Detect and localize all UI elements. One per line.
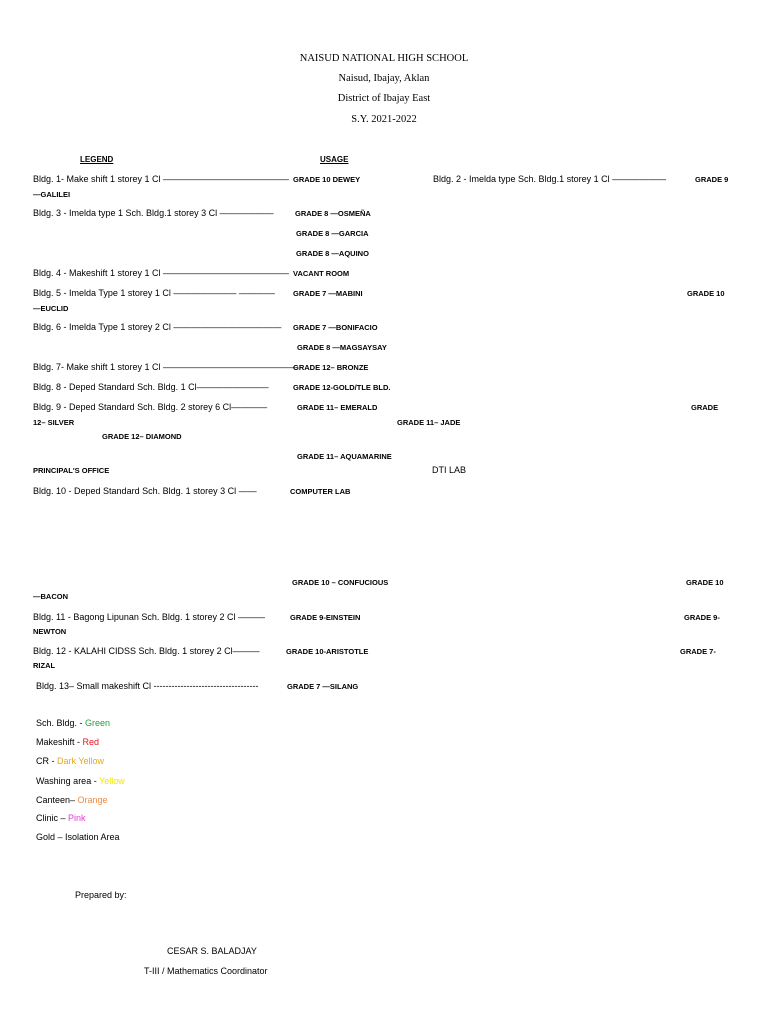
legend-label: CR -: [36, 756, 57, 766]
bldg-12-usage-right: GRADE 7-: [680, 647, 716, 656]
bldg-11-usage-cont: NEWTON: [33, 627, 67, 636]
bldg-5: Bldg. 5 - Imelda Type 1 storey 1 Cl ——————— ————: [33, 288, 275, 298]
bldg-11: Bldg. 11 - Bagong Lipunan Sch. Bldg. 1 storey 2 Cl ———: [33, 612, 265, 622]
preparer-title: T-III / Mathematics Coordinator: [144, 966, 268, 976]
bldg-5-usage-right: GRADE 10: [687, 289, 725, 298]
bldg-13: Bldg. 13– Small makeshift Cl -----------------------------------: [36, 681, 259, 691]
bldg-5-usage: GRADE 7 —MABINI: [293, 289, 363, 298]
bldg-9: Bldg. 9 - Deped Standard Sch. Bldg. 2 storey 6 Cl————: [33, 402, 268, 412]
color-legend-item: [36, 718, 110, 728]
legend-color-name: Red: [82, 737, 100, 747]
bldg-3-usage-3: GRADE 8 —AQUINO: [296, 249, 369, 258]
bldg-9-usage-cont: 12– SILVER: [33, 418, 75, 427]
bldg-11-usage-right: GRADE 9-: [684, 613, 720, 622]
bldg-10-usage-cont: —BACON: [33, 592, 68, 601]
bldg-3-usage: GRADE 8 —OSMEÑA: [295, 209, 371, 218]
legend-color-name: Yellow: [99, 776, 125, 786]
bldg-6-usage: GRADE 7 —BONIFACIO: [293, 323, 378, 332]
color-legend-item: [36, 776, 125, 786]
bldg-6: Bldg. 6 - Imelda Type 1 storey 2 Cl ————————————: [33, 322, 282, 332]
bldg-4-usage: VACANT ROOM: [293, 269, 350, 278]
bldg-12-usage: GRADE 10-ARISTOTLE: [286, 647, 369, 656]
bldg-9-usage-jade: GRADE 11– JADE: [397, 418, 461, 427]
legend-color-name: Dark Yellow: [57, 756, 105, 766]
bldg-9-usage-diamond: GRADE 12– DIAMOND: [102, 432, 182, 441]
bldg-12-usage-cont: RIZAL: [33, 661, 56, 670]
bldg-9-usage-aquamarine: GRADE 11– AQUAMARINE: [297, 452, 392, 461]
usage-header: USAGE: [320, 155, 349, 164]
school-name: NAISUD NATIONAL HIGH SCHOOL: [299, 53, 469, 64]
bldg-2-usage: GRADE 9: [695, 175, 729, 184]
bldg-8-usage: GRADE 12-GOLD/TLE BLD.: [293, 383, 391, 392]
legend-label: Sch. Bldg. -: [36, 718, 86, 728]
legend-color-name: Orange: [77, 795, 108, 805]
bldg-12: Bldg. 12 - KALAHI CIDSS Sch. Bldg. 1 storey 2 Cl———: [33, 646, 260, 656]
legend-label: Washing area -: [36, 776, 100, 786]
legend-header: LEGEND: [80, 155, 114, 164]
bldg-2-usage-cont: —GALILEI: [33, 190, 71, 199]
legend-label: Makeshift -: [36, 737, 83, 747]
bldg-13-usage: GRADE 7 —SILANG: [287, 682, 359, 691]
bldg-3-usage-2: GRADE 8 —GARCIA: [296, 229, 369, 238]
bldg-7: Bldg. 7- Make shift 1 storey 1 Cl ———————————————: [33, 362, 299, 372]
bldg-7-usage: GRADE 12– BRONZE: [293, 363, 369, 372]
bldg-9-usage: GRADE 11– EMERALD: [297, 403, 378, 412]
principals-office: PRINCIPAL'S OFFICE: [33, 466, 110, 475]
bldg-9-usage-right: GRADE: [691, 403, 719, 412]
legend-label: Canteen–: [36, 795, 78, 805]
gold-isolation-line: Gold – Isolation Area: [36, 832, 120, 842]
prepared-by: Prepared by:: [75, 890, 127, 900]
color-legend-item: [36, 813, 86, 823]
bldg-6-usage-2: GRADE 8 —MAGSAYSAY: [297, 343, 387, 352]
legend-color-name: Green: [85, 718, 111, 728]
legend-color-name: Pink: [68, 813, 86, 823]
bldg-11-usage: GRADE 9-EINSTEIN: [290, 613, 361, 622]
bldg-10-usage: COMPUTER LAB: [290, 487, 351, 496]
bldg-10-usage-2: GRADE 10 – CONFUCIOUS: [292, 578, 389, 587]
bldg-2: Bldg. 2 - Imelda type Sch. Bldg.1 storey 1 Cl ——————: [433, 174, 667, 184]
bldg-1: Bldg. 1- Make shift 1 storey 1 Cl ——————————————: [33, 174, 290, 184]
color-legend-item: [36, 737, 99, 747]
school-address: Naisud, Ibajay, Aklan: [338, 73, 430, 84]
legend-label: Clinic –: [36, 813, 69, 823]
bldg-3: Bldg. 3 - Imelda type 1 Sch. Bldg.1 storey 3 Cl ——————: [33, 208, 274, 218]
color-legend-item: [36, 756, 104, 766]
bldg-1-usage: GRADE 10 DEWEY: [293, 175, 361, 184]
bldg-8: Bldg. 8 - Deped Standard Sch. Bldg. 1 Cl————————: [33, 382, 269, 392]
color-legend-item: [36, 795, 108, 805]
district: District of Ibajay East: [337, 93, 431, 104]
bldg-4: Bldg. 4 - Makeshift 1 storey 1 Cl ——————————————: [33, 268, 290, 278]
school-year: S.Y. 2021-2022: [351, 114, 417, 125]
bldg-10-usage-right: GRADE 10: [686, 578, 724, 587]
bldg-5-usage-cont: —EUCLID: [33, 304, 69, 313]
bldg-10: Bldg. 10 - Deped Standard Sch. Bldg. 1 storey 3 Cl ——: [33, 486, 257, 496]
dti-lab: DTI LAB: [432, 465, 467, 475]
preparer-name: CESAR S. BALADJAY: [167, 946, 257, 956]
